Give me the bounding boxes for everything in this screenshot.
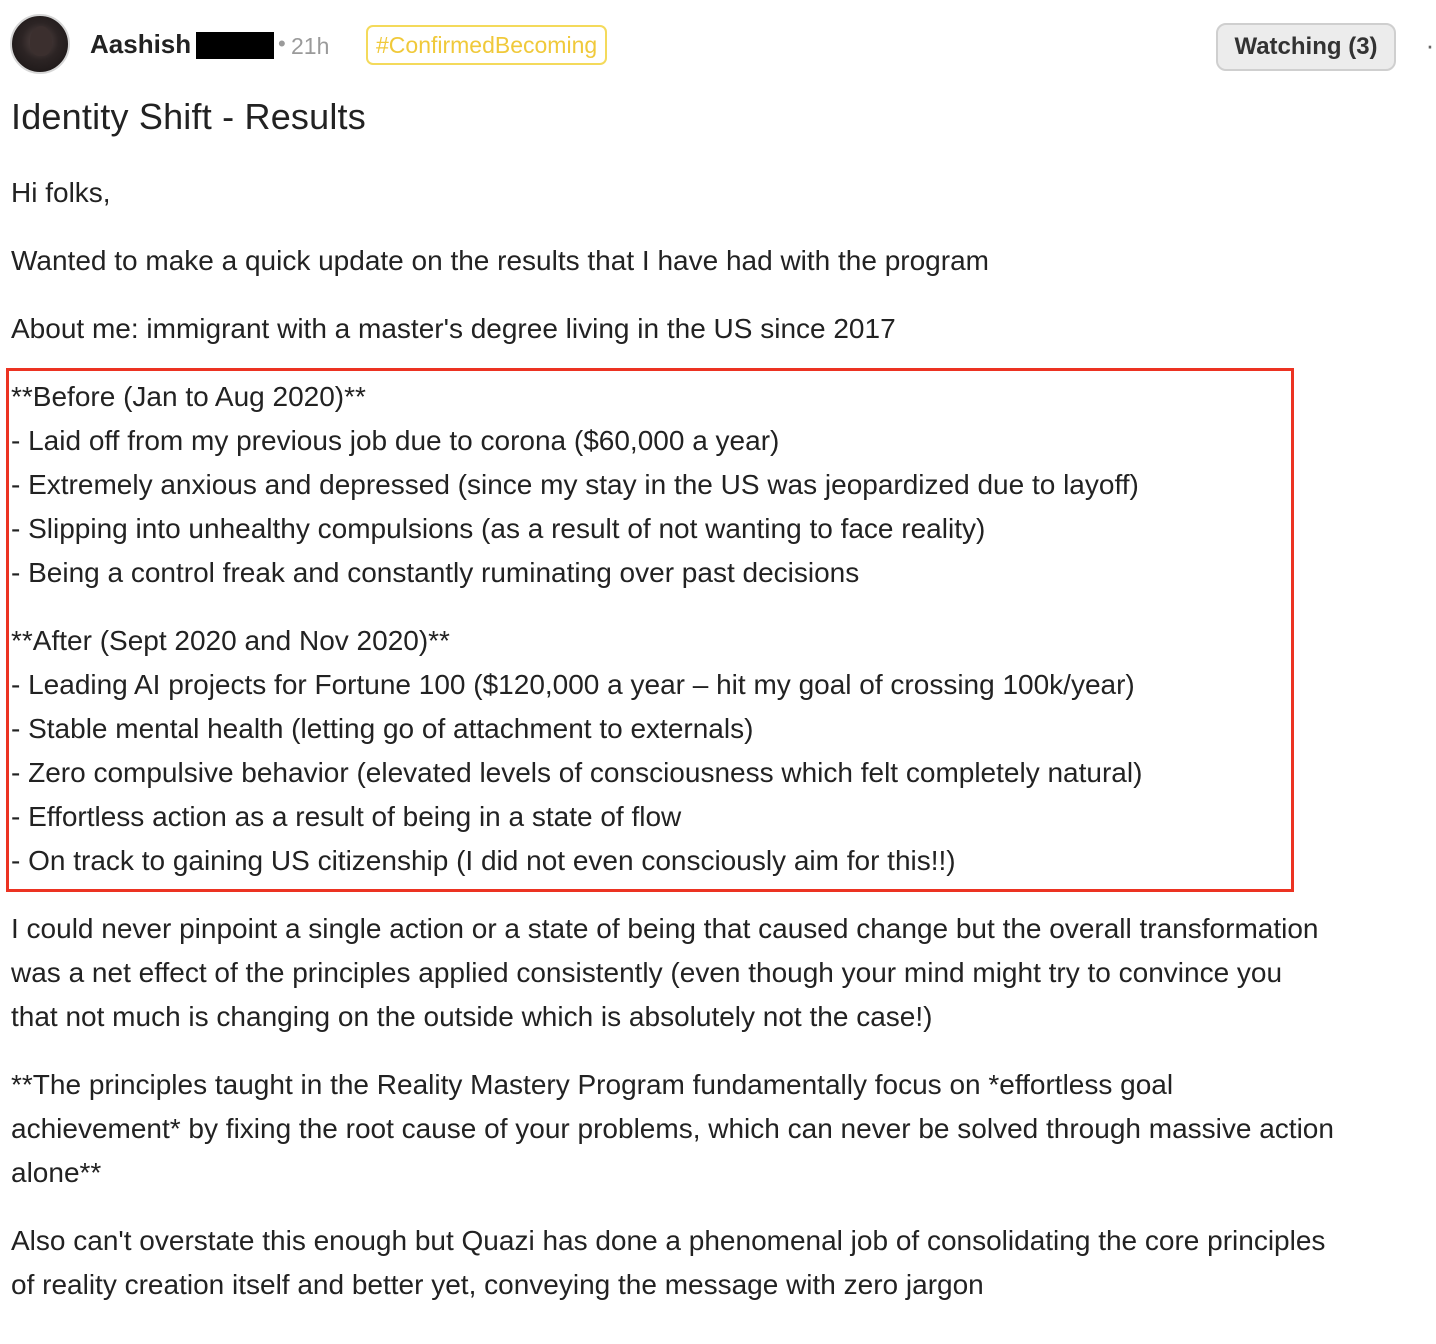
author-avatar[interactable] — [10, 14, 70, 74]
watching-button[interactable]: Watching (3) — [1216, 23, 1396, 71]
after-item: - Effortless action as a result of being in a state of flow — [11, 801, 682, 832]
principles-line: **The principles taught in the Reality Mastery Program fundamentally focus on *effortless goal — [11, 1069, 1174, 1100]
post-title: Identity Shift - Results — [11, 96, 366, 137]
after-item: - On track to gaining US citizenship (I did not even consciously aim for this!!) — [11, 845, 956, 876]
before-item: - Being a control freak and constantly ruminating over past decisions — [11, 557, 860, 588]
after-item: - Stable mental health (letting go of attachment to externals) — [11, 713, 754, 744]
post-timestamp: 21h — [291, 33, 330, 59]
after-item: - Zero compulsive behavior (elevated levels of consciousness which felt completely natural) — [11, 757, 1143, 788]
before-item: - Slipping into unhealthy compulsions (as a result of not wanting to face reality) — [11, 513, 986, 544]
author-name[interactable]: Aashish — [90, 29, 192, 59]
before-item: - Extremely anxious and depressed (since my stay in the US was jeopardized due to layoff) — [11, 469, 1139, 500]
hashtag-badge[interactable]: #ConfirmedBecoming — [366, 25, 607, 65]
after-item: - Leading AI projects for Fortune 100 ($120,000 a year – hit my goal of crossing 100k/year) — [11, 669, 1135, 700]
principles-line: achievement* by fixing the root cause of your problems, which can never be solved through massive action — [11, 1113, 1334, 1144]
time-separator: • — [278, 31, 286, 56]
closing-line: Also can't overstate this enough but Quazi has done a phenomenal job of consolidating the core principles — [11, 1225, 1326, 1256]
reflection-line: was a net effect of the principles applied consistently (even though your mind might try to convince you — [11, 957, 1283, 988]
greeting-text: Hi folks, — [11, 177, 111, 208]
intro-text: Wanted to make a quick update on the results that I have had with the program — [11, 245, 989, 276]
more-options-icon[interactable]: · — [1425, 30, 1435, 60]
about-text: About me: immigrant with a master's degree living in the US since 2017 — [11, 313, 896, 344]
avatar-silhouette — [30, 26, 52, 56]
principles-line: alone** — [11, 1157, 102, 1188]
closing-line: of reality creation itself and better yet, conveying the message with zero jargon — [11, 1269, 984, 1300]
reflection-line: that not much is changing on the outside which is absolutely not the case!) — [11, 1001, 933, 1032]
before-item: - Laid off from my previous job due to corona ($60,000 a year) — [11, 425, 780, 456]
redacted-surname-bar — [196, 32, 274, 59]
before-heading: **Before (Jan to Aug 2020)** — [11, 381, 366, 412]
reflection-line: I could never pinpoint a single action or a state of being that caused change but the overall transformation — [11, 913, 1319, 944]
post-header — [10, 14, 1435, 78]
after-heading: **After (Sept 2020 and Nov 2020)** — [11, 625, 450, 656]
